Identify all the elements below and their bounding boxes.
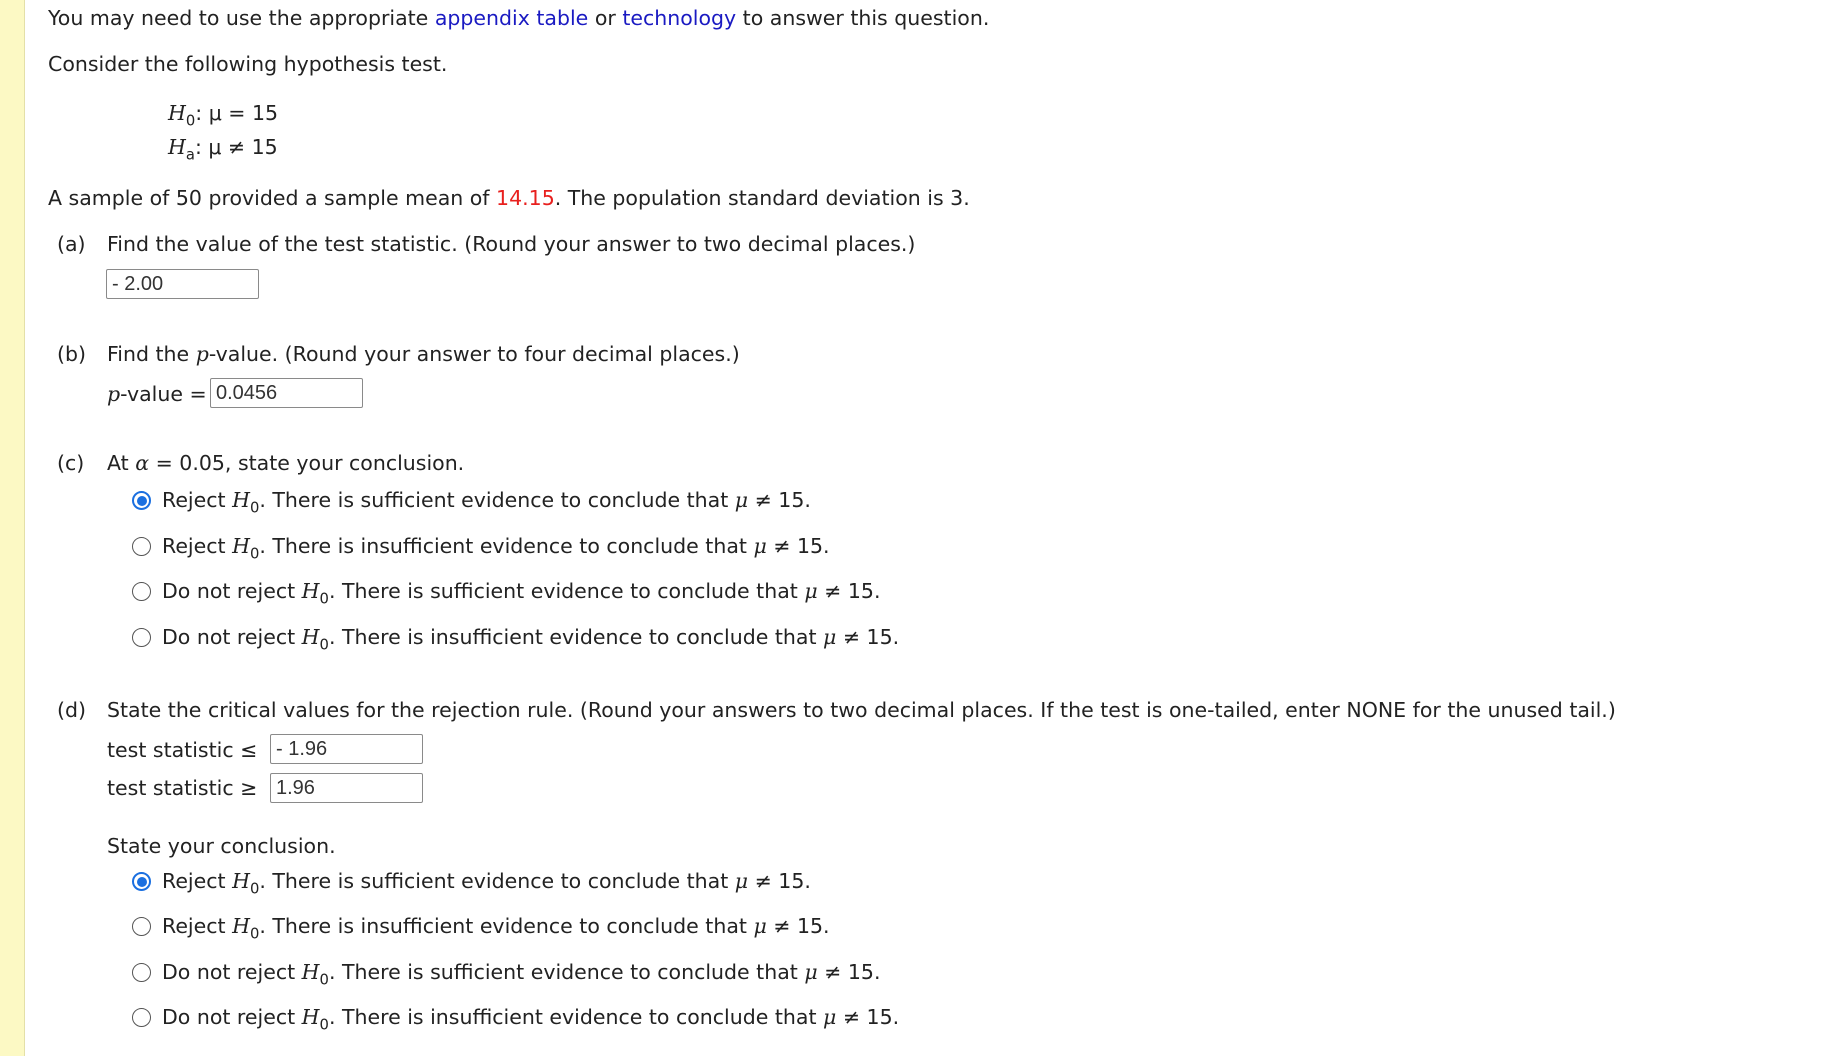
- part-b-label: (b): [57, 342, 87, 366]
- part-c-option-4-radio[interactable]: [132, 628, 151, 647]
- consider-text: Consider the following hypothesis test.: [48, 52, 448, 76]
- intro-text: You may need to use the appropriate appendix table or technology to answer this question.: [48, 6, 990, 30]
- part-c-option-2-label[interactable]: Reject $H_0$. There is insufficient evidence to conclude that μ ≠ 15.: [162, 534, 830, 563]
- part-b-question: Find the p-value. (Round your answer to four decimal places.): [107, 342, 740, 366]
- part-d-option-3-label[interactable]: Do not reject $H_0$. There is sufficient evidence to conclude that μ ≠ 15.: [162, 960, 881, 989]
- part-c-question: At α = 0.05, state your conclusion.: [107, 451, 465, 475]
- pvalue-label: p-value =: [107, 382, 207, 406]
- part-d-option-4-radio[interactable]: [132, 1008, 151, 1027]
- critical-lower-label: test statistic ≤: [107, 738, 258, 762]
- part-d-option-4-label[interactable]: Do not reject $H_0$. There is insufficient evidence to conclude that μ ≠ 15.: [162, 1005, 900, 1034]
- left-margin-bar: [0, 0, 25, 1056]
- sample-statement: A sample of 50 provided a sample mean of 14.15. The population standard deviation is 3.: [48, 186, 970, 210]
- test-statistic-input[interactable]: - 2.00: [106, 269, 259, 299]
- part-c-label: (c): [57, 451, 85, 475]
- alternative-hypothesis: $H_a$: μ ≠ 15: [168, 135, 278, 164]
- part-c-option-3-label[interactable]: Do not reject $H_0$. There is sufficient evidence to conclude that μ ≠ 15.: [162, 579, 881, 608]
- state-conclusion-text: State your conclusion.: [107, 834, 336, 858]
- part-d-option-2-radio[interactable]: [132, 917, 151, 936]
- sample-mean-value: 14.15: [496, 186, 555, 210]
- part-c-option-3-radio[interactable]: [132, 582, 151, 601]
- part-d-option-1-radio[interactable]: [132, 872, 151, 891]
- part-c-option-1-radio[interactable]: [132, 491, 151, 510]
- part-d-option-3-radio[interactable]: [132, 963, 151, 982]
- critical-upper-label: test statistic ≥: [107, 776, 258, 800]
- part-c-option-1-label[interactable]: Reject $H_0$. There is sufficient evidence to conclude that μ ≠ 15.: [162, 488, 811, 517]
- part-d-option-2-label[interactable]: Reject $H_0$. There is insufficient evidence to conclude that μ ≠ 15.: [162, 914, 830, 943]
- part-c-option-2-radio[interactable]: [132, 537, 151, 556]
- pvalue-input[interactable]: 0.0456: [210, 378, 363, 408]
- part-d-label: (d): [57, 698, 87, 722]
- technology-link[interactable]: technology: [622, 6, 737, 30]
- null-hypothesis: $H_0$: μ = 15: [168, 101, 279, 130]
- part-d-option-1-label[interactable]: Reject $H_0$. There is sufficient evidence to conclude that μ ≠ 15.: [162, 869, 811, 898]
- appendix-table-link[interactable]: appendix table: [434, 6, 589, 30]
- critical-upper-input[interactable]: 1.96: [270, 773, 423, 803]
- part-a-label: (a): [57, 232, 86, 256]
- part-a-question: Find the value of the test statistic. (Round your answer to two decimal places.): [107, 232, 916, 256]
- part-c-option-4-label[interactable]: Do not reject $H_0$. There is insufficient evidence to conclude that μ ≠ 15.: [162, 625, 900, 654]
- part-d-question: State the critical values for the rejection rule. (Round your answers to two decimal places. If the test is one-tailed, enter NONE for the unused tail.): [107, 698, 1616, 722]
- critical-lower-input[interactable]: - 1.96: [270, 734, 423, 764]
